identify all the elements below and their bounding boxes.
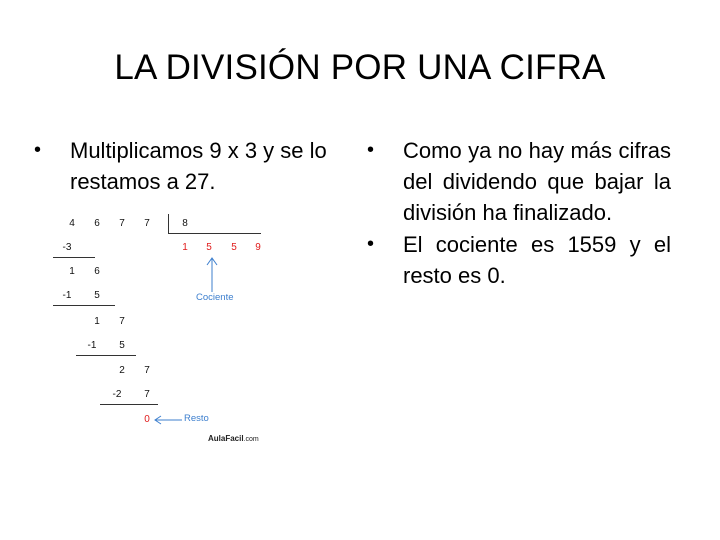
- step-digit: -1: [62, 290, 72, 301]
- brand-suffix: .com: [243, 436, 259, 443]
- bullet-text: Multiplicamos 9 x 3 y se lo restamos a 27.: [70, 138, 327, 194]
- step-line: [76, 355, 136, 356]
- division-bracket-vertical: [168, 214, 169, 234]
- step-digit: 7: [119, 316, 125, 327]
- quotient-digit: 9: [255, 242, 261, 253]
- step-digit: 1: [94, 316, 100, 327]
- quotient-digit: 5: [206, 242, 212, 253]
- quotient-label: Cociente: [196, 292, 234, 303]
- remainder-label: Resto: [184, 413, 209, 424]
- left-arrow-icon: [153, 415, 183, 425]
- brand-logo: [208, 434, 259, 445]
- step-digit: -2: [112, 389, 122, 400]
- left-column: [30, 135, 352, 197]
- brand-name: AulaFacil: [208, 434, 244, 443]
- dividend-digit: 7: [119, 218, 125, 229]
- remainder: 0: [144, 414, 150, 425]
- right-column: [363, 135, 671, 292]
- step-digit: 7: [144, 389, 150, 400]
- step-digit: 5: [119, 340, 125, 351]
- dividend-digit: 6: [94, 218, 100, 229]
- bullet-dot: •: [367, 233, 375, 255]
- quotient-digit: 5: [231, 242, 237, 253]
- step-digit: 2: [119, 365, 125, 376]
- dividend-digit: 7: [144, 218, 150, 229]
- step-line: [53, 257, 95, 258]
- division-diagram: [40, 200, 280, 455]
- step-digit: -1: [87, 340, 97, 351]
- bullet-dot: •: [34, 139, 42, 161]
- bullet-text: El cociente es 1559 y el resto es 0.: [403, 232, 671, 288]
- step-digit: -3: [62, 242, 72, 253]
- step-digit: 5: [94, 290, 100, 301]
- step-digit: 6: [94, 266, 100, 277]
- divisor: 8: [182, 218, 188, 229]
- bullet-item: [363, 229, 671, 291]
- slide-title: LA DIVISIÓN POR UNA CIFRA: [114, 48, 606, 87]
- quotient-digit: 1: [182, 242, 188, 253]
- bullet-item: [363, 135, 671, 228]
- bullet-text: Como ya no hay más cifras del dividendo que bajar la división ha finalizado.: [403, 138, 671, 225]
- division-bracket-horizontal: [168, 233, 261, 234]
- bullet-item: [30, 135, 352, 197]
- up-arrow-icon: [205, 256, 219, 292]
- step-digit: 1: [69, 266, 75, 277]
- step-digit: 7: [144, 365, 150, 376]
- bullet-dot: •: [367, 139, 375, 161]
- step-line: [100, 404, 158, 405]
- step-line: [53, 305, 115, 306]
- dividend-digit: 4: [69, 218, 75, 229]
